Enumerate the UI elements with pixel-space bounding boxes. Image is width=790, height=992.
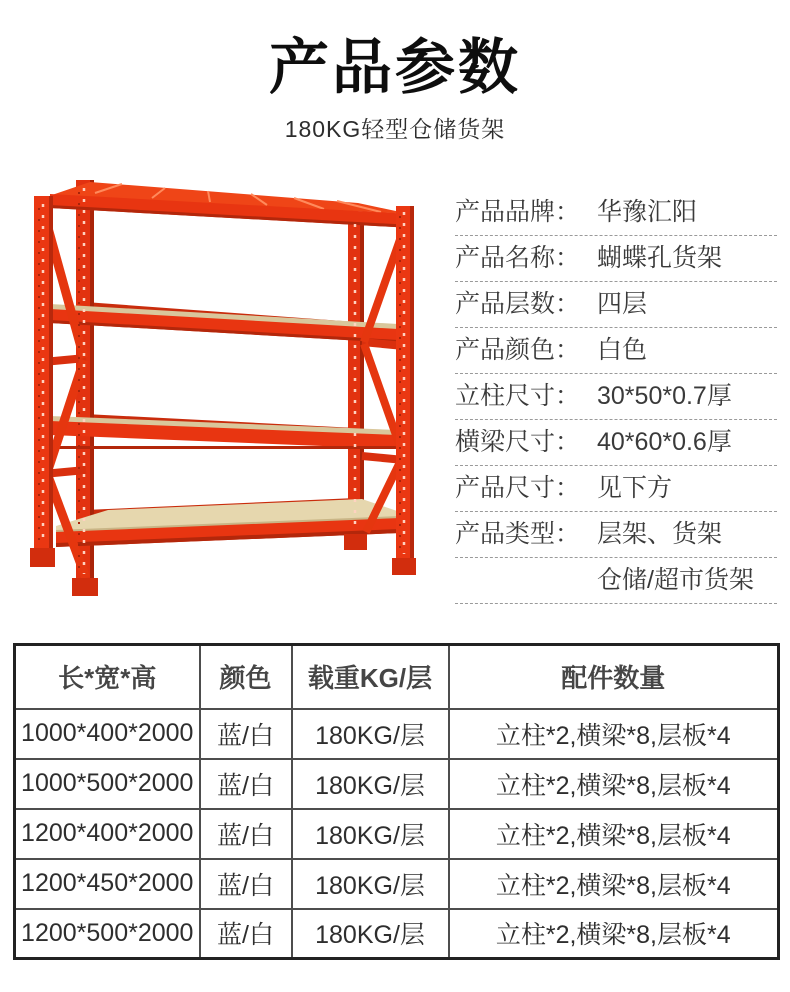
table-header-color: 颜色 (200, 645, 292, 709)
product-image-rack (10, 172, 440, 602)
cell-color: 蓝/白 (200, 709, 292, 759)
content-row (0, 170, 790, 605)
spec-label: 产品尺寸： (455, 474, 581, 502)
cell-size: 1000*400*2000 (15, 709, 200, 759)
cell-color: 蓝/白 (200, 809, 292, 859)
cell-color: 蓝/白 (200, 909, 292, 959)
cell-size: 1200*500*2000 (15, 909, 200, 959)
page-header (0, 0, 790, 144)
spec-value: 白色 (597, 336, 648, 364)
cell-load: 180KG/层 (292, 909, 449, 959)
cell-color: 蓝/白 (200, 859, 292, 909)
spec-label: 产品品牌： (455, 198, 581, 226)
spec-row-type-continued (455, 558, 777, 604)
spec-label: 产品颜色： (455, 336, 581, 364)
table-header-load: 载重KG/层 (292, 645, 449, 709)
cell-load: 180KG/层 (292, 759, 449, 809)
cell-load: 180KG/层 (292, 809, 449, 859)
spec-row-color (455, 328, 777, 374)
spec-row-beam-size (455, 420, 777, 466)
cell-size: 1200*450*2000 (15, 859, 200, 909)
spec-value: 30*50*0.7厚 (597, 382, 732, 410)
table-header-parts: 配件数量 (449, 645, 779, 709)
spec-label: 产品层数： (455, 290, 581, 318)
spec-label: 立柱尺寸： (455, 382, 581, 410)
spec-value: 见下方 (597, 474, 673, 502)
cell-parts: 立柱*2,横梁*8,层板*4 (449, 859, 779, 909)
spec-row-brand (455, 190, 777, 236)
spec-value: 华豫汇阳 (597, 198, 698, 226)
table-row (15, 859, 779, 909)
spec-value: 40*60*0.6厚 (597, 428, 732, 456)
cell-color: 蓝/白 (200, 759, 292, 809)
cell-size: 1200*400*2000 (15, 809, 200, 859)
table-row (15, 909, 779, 959)
spec-value: 四层 (597, 290, 648, 318)
cell-size: 1000*500*2000 (15, 759, 200, 809)
spec-row-type (455, 512, 777, 558)
cell-parts: 立柱*2,横梁*8,层板*4 (449, 809, 779, 859)
spec-value: 蝴蝶孔货架 (597, 244, 723, 272)
table-row (15, 709, 779, 759)
table-row (15, 759, 779, 809)
spec-label: 产品类型： (455, 520, 581, 548)
page-subtitle: 180KG轻型仓储货架 (284, 116, 506, 142)
table-row (15, 809, 779, 859)
size-table (13, 643, 780, 960)
spec-row-layers (455, 282, 777, 328)
page-title: 产品参数 (269, 34, 521, 101)
spec-row-post-size (455, 374, 777, 420)
cell-parts: 立柱*2,横梁*8,层板*4 (449, 759, 779, 809)
spec-label: 产品名称： (455, 244, 581, 272)
rack-illustration-icon (10, 172, 440, 602)
table-header-size: 长*宽*高 (15, 645, 200, 709)
cell-parts: 立柱*2,横梁*8,层板*4 (449, 909, 779, 959)
cell-load: 180KG/层 (292, 859, 449, 909)
spec-value: 层架、货架 (597, 520, 723, 548)
cell-load: 180KG/层 (292, 709, 449, 759)
table-header-row (15, 645, 779, 709)
spec-row-name (455, 236, 777, 282)
spec-list (455, 190, 777, 604)
spec-row-product-size (455, 466, 777, 512)
spec-value: 仓储/超市货架 (597, 566, 754, 594)
spec-label: 横梁尺寸： (455, 428, 581, 456)
cell-parts: 立柱*2,横梁*8,层板*4 (449, 709, 779, 759)
